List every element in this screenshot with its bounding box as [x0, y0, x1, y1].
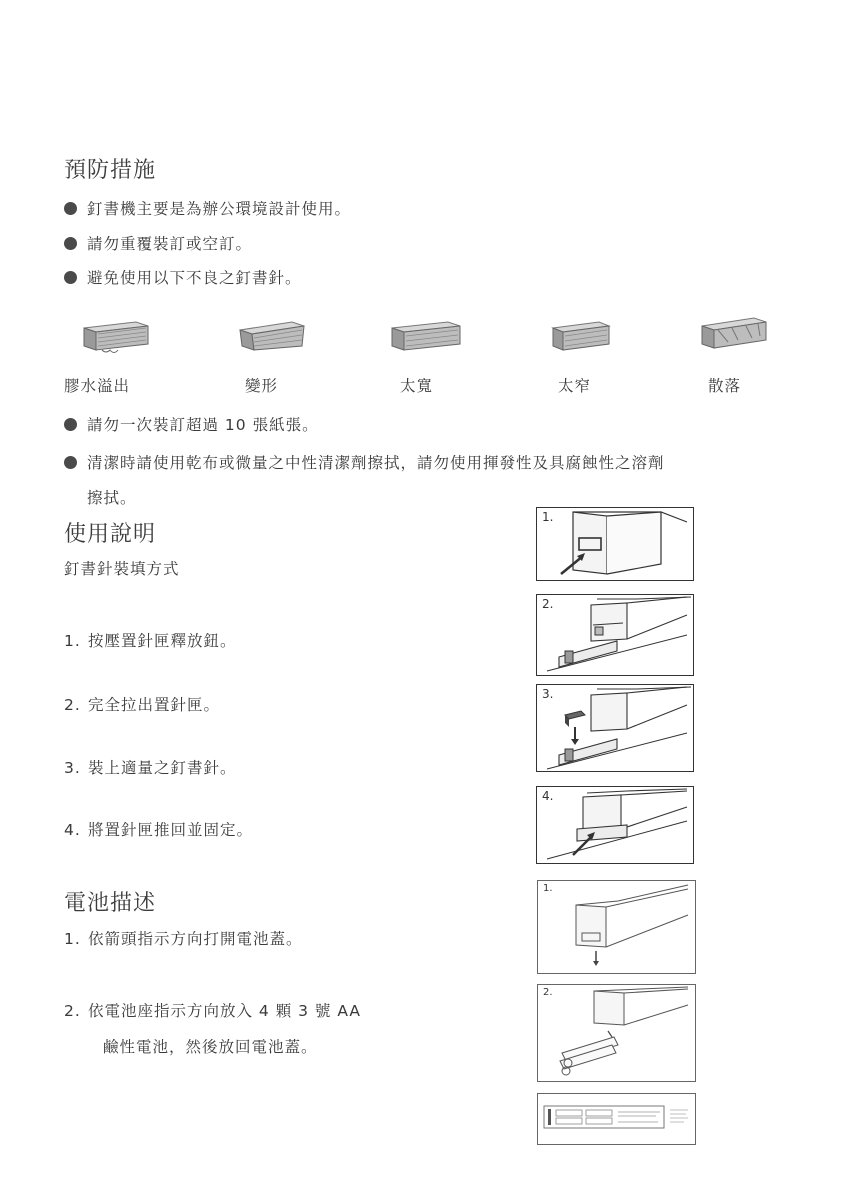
staple-label-scattered: 散落	[708, 377, 742, 395]
precaution-bullet-1: 釘書機主要是為辦公環境設計使用。	[64, 197, 351, 219]
battery-figure-2: 2.	[537, 984, 696, 1082]
glue-overflow-staple-icon	[80, 316, 152, 356]
scattered-staple-icon	[698, 312, 770, 356]
battery-title: 電池描述	[64, 891, 157, 916]
push-back-magazine-illustration	[537, 787, 693, 863]
usage-step-2: 2. 完全拉出置針匣。	[64, 696, 221, 714]
precaution-bullet-5-continued: 擦拭。	[87, 489, 137, 507]
usage-step-3: 3. 裝上適量之釘書針。	[64, 759, 237, 777]
usage-step-1: 1. 按壓置針匣釋放鈕。	[64, 632, 237, 650]
battery-step-1: 1. 依箭頭指示方向打開電池蓋。	[64, 930, 303, 948]
usage-title: 使用說明	[64, 522, 157, 547]
stapler-release-button-illustration	[537, 508, 693, 580]
usage-figure-1: 1.	[536, 507, 694, 581]
usage-figure-4: 4.	[536, 786, 694, 864]
insert-batteries-illustration	[538, 985, 695, 1081]
battery-polarity-diagram-icon	[538, 1094, 695, 1144]
precaution-bullet-2: 請勿重覆裝訂或空訂。	[64, 232, 252, 254]
staple-label-glue-overflow: 膠水溢出	[64, 377, 131, 395]
usage-figure-3: 3.	[536, 684, 694, 772]
precaution-bullet-4: 請勿一次裝訂超過 10 張紙張。	[64, 413, 319, 435]
staple-label-deformed: 變形	[245, 377, 279, 395]
usage-step-4: 4. 將置針匣推回並固定。	[64, 821, 254, 839]
usage-subtitle: 釘書針裝填方式	[64, 560, 180, 578]
pull-out-magazine-illustration	[537, 595, 693, 675]
precautions-title: 預防措施	[64, 158, 157, 183]
battery-figure-1: 1.	[537, 880, 696, 974]
bullet-dot-icon	[64, 271, 77, 284]
precaution-bullet-3: 避免使用以下不良之釘書針。	[64, 266, 302, 288]
bullet-dot-icon	[64, 237, 77, 250]
too-wide-staple-icon	[390, 316, 462, 356]
battery-step-2-continued: 鹼性電池，然後放回電池蓋。	[103, 1038, 318, 1056]
battery-step-2: 2. 依電池座指示方向放入 4 顆 3 號 AA	[64, 1002, 361, 1020]
load-staples-illustration	[537, 685, 693, 771]
precaution-bullet-5: 清潔時請使用乾布或微量之中性清潔劑擦拭，請勿使用揮發性及具腐蝕性之溶劑	[64, 451, 665, 473]
usage-figure-2: 2.	[536, 594, 694, 676]
bullet-dot-icon	[64, 202, 77, 215]
battery-holder-label-figure	[537, 1093, 696, 1145]
staple-label-too-wide: 太寬	[400, 377, 434, 395]
deformed-staple-icon	[236, 316, 308, 356]
open-battery-cover-illustration	[538, 881, 695, 973]
too-narrow-staple-icon	[545, 316, 617, 356]
bullet-dot-icon	[64, 456, 77, 469]
staple-label-too-narrow: 太窄	[558, 377, 592, 395]
bullet-dot-icon	[64, 418, 77, 431]
